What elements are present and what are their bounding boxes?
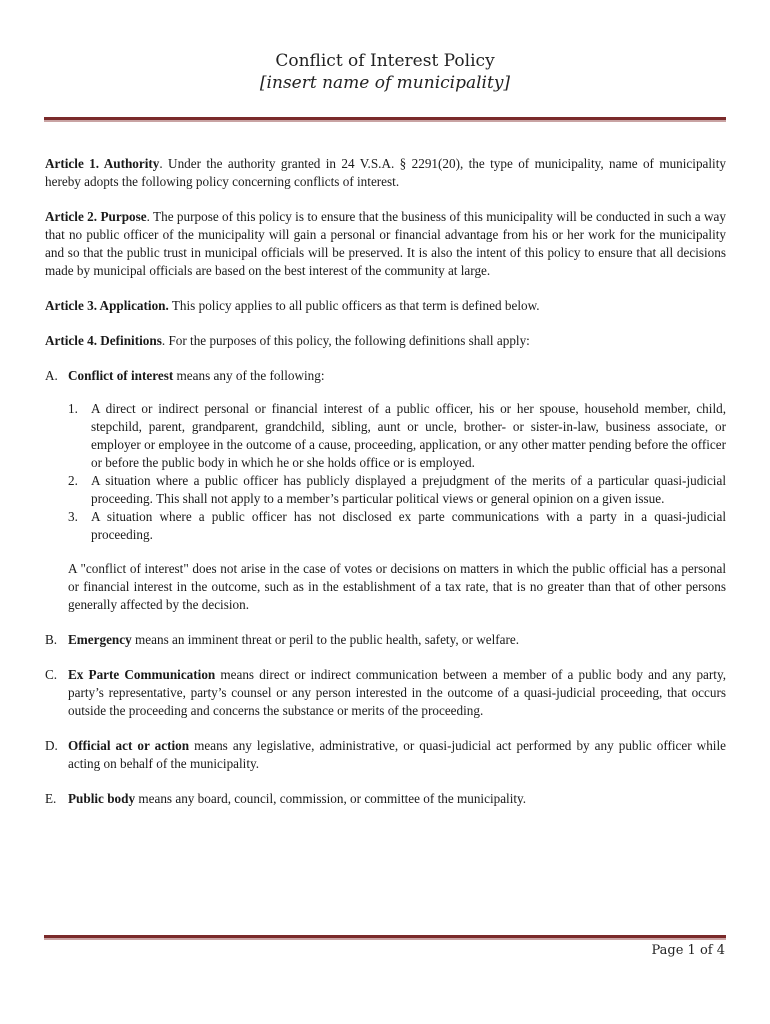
definition-c xyxy=(45,666,726,720)
definition-e xyxy=(45,790,726,808)
list-number: 1. xyxy=(68,401,78,416)
definition-d xyxy=(45,737,726,773)
list-text: A situation where a public officer has publicly displayed a prejudgment of the merits of a particular quasi-judicial proceeding. This shall not apply to a member’s particular political views or general opinion on a given issue. xyxy=(91,473,726,506)
definition-term: Public body xyxy=(68,791,136,806)
list-item xyxy=(45,400,726,472)
list-number: 2. xyxy=(68,473,78,488)
article-3 xyxy=(45,297,726,315)
header-divider xyxy=(44,117,726,120)
definition-text: means any legislative, administrative, or quasi-judicial act performed by any public officer while acting on behalf of the municipality. xyxy=(68,738,726,771)
article-heading: Article 3. Application. xyxy=(45,298,169,313)
conflict-note: A "conflict of interest" does not arise in the case of votes or decisions on matters in which the public official has a personal or financial interest in the outcome, such as in the establishment of a tax rate, that is no greater than that of other persons generally affected by the decision. xyxy=(68,561,726,612)
definition-text: means any of the following: xyxy=(173,368,325,383)
definition-text: means an imminent threat or peril to the public health, safety, or welfare. xyxy=(131,632,520,647)
definition-term: Conflict of interest xyxy=(68,368,174,383)
definition-term: Emergency xyxy=(68,632,132,647)
document-header xyxy=(0,50,770,94)
page-number: Page 1 of 4 xyxy=(651,943,725,958)
list-number: 3. xyxy=(68,509,78,524)
footer-divider xyxy=(44,935,726,938)
article-text: . The purpose of this policy is to ensure that the business of this municipality will be conducted in such a way that no public officer of the municipality will gain a personal or financial advantage from his or her work for the municipality and so that the public trust in municipal officials will be preserved. It is also the intent of this policy to ensure that all decisions made by municipal officials are based on the best interest of the community at large. xyxy=(45,209,726,278)
article-heading: Article 1. Authority xyxy=(45,156,160,171)
list-item xyxy=(45,472,726,508)
definition-a xyxy=(45,367,726,385)
list-text: A situation where a public officer has not disclosed ex parte communications with a party in a quasi-judicial proceeding. xyxy=(91,509,726,542)
definition-marker: E. xyxy=(45,791,57,806)
article-text: . For the purposes of this policy, the following definitions shall apply: xyxy=(161,333,530,348)
article-2 xyxy=(45,208,726,280)
definition-term: Official act or action xyxy=(68,738,190,753)
article-1 xyxy=(45,155,726,191)
definition-marker: B. xyxy=(45,632,58,647)
document-title: Conflict of Interest Policy xyxy=(275,51,495,71)
article-text: This policy applies to all public officers as that term is defined below. xyxy=(168,298,540,313)
definition-text: means any board, council, commission, or committee of the municipality. xyxy=(135,791,527,806)
definition-b xyxy=(45,631,726,649)
article-text: . Under the authority granted in 24 V.S.A. § 2291(20), the type of municipality, name of municipality hereby adopts the following policy concerning conflicts of interest. xyxy=(45,156,726,189)
definition-marker: A. xyxy=(45,368,58,383)
article-heading: Article 2. Purpose xyxy=(45,209,147,224)
policy-body xyxy=(45,155,726,825)
list-text: A direct or indirect personal or financial interest of a public officer, his or her spouse, household member, child, stepchild, parent, grandparent, grandchild, sibling, aunt or uncle, brother- or sister-in-law, business associate, or employer or employee in the outcome of a cause, proceeding, application, or any other matter pending before the officer or before the public body in which he or she holds office or is employed. xyxy=(91,401,726,470)
municipality-placeholder: [insert name of municipality] xyxy=(259,73,511,93)
definition-text: means direct or indirect communication between a member of a public body and any party, party’s representative, party’s counsel or any person interested in the outcome of a quasi-judicial proceeding, that occurs outside the proceeding and concerns the substance or merits of the proceeding. xyxy=(68,667,726,718)
list-item xyxy=(45,508,726,544)
article-heading: Article 4. Definitions xyxy=(45,333,162,348)
conflict-list xyxy=(45,400,726,544)
definition-term: Ex Parte Communication xyxy=(68,667,216,682)
article-4 xyxy=(45,332,726,350)
definition-marker: C. xyxy=(45,667,58,682)
definition-marker: D. xyxy=(45,738,58,753)
